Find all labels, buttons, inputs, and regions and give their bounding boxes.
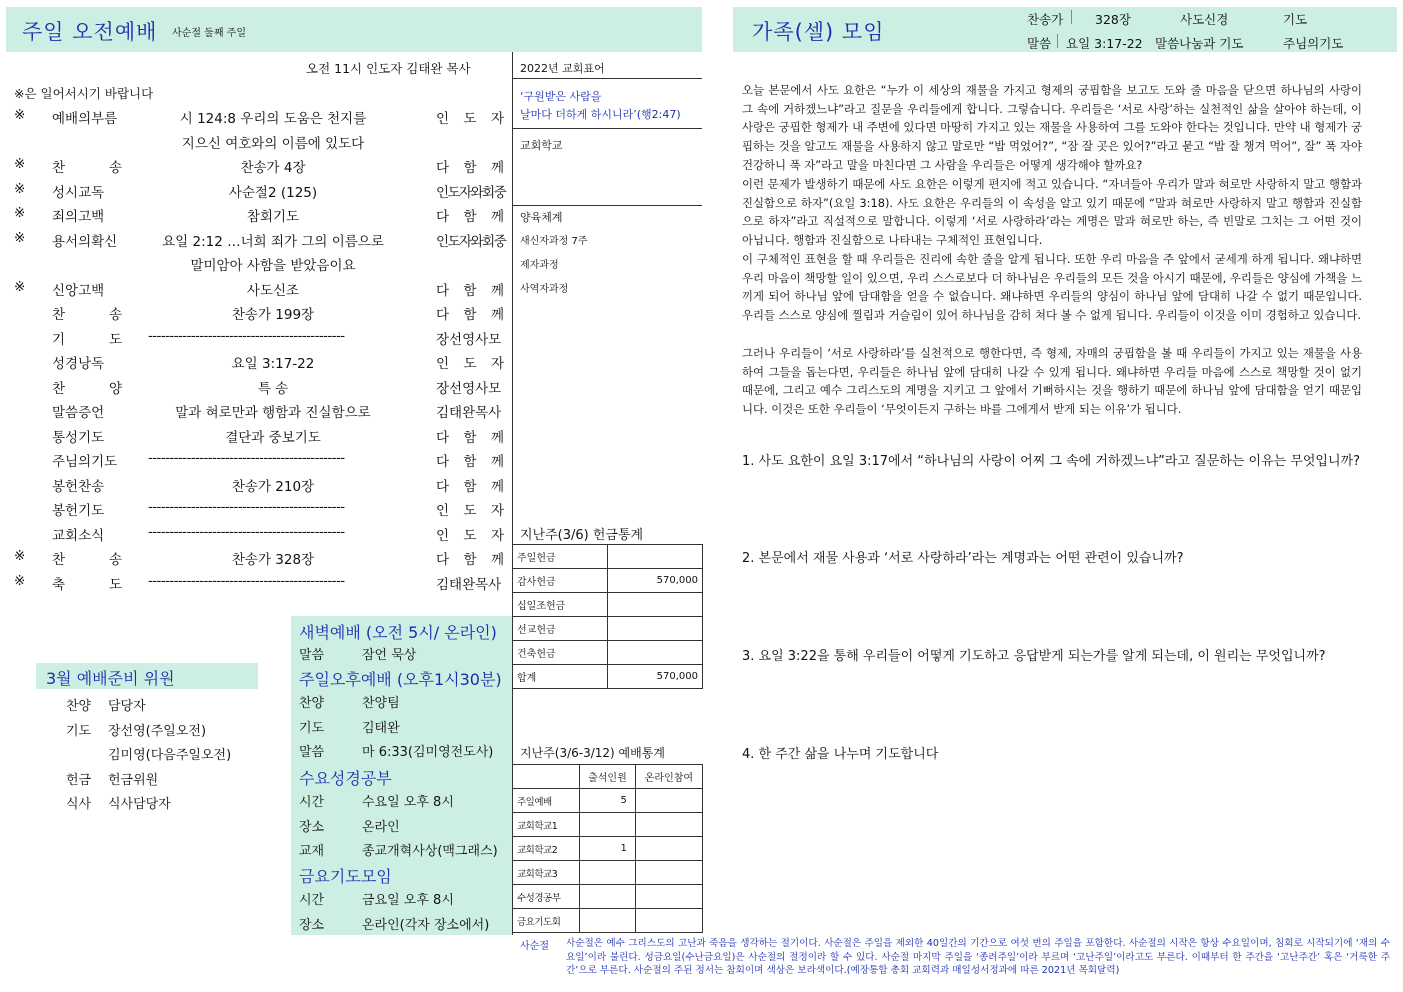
stand-mark: ※ (14, 572, 26, 589)
order-leader: 장선영사모 (436, 331, 502, 348)
attendance-row (513, 861, 703, 885)
order-row (8, 570, 508, 594)
order-content: 찬송가 328장 (231, 552, 315, 568)
order-content: 지으신 여호와의 이름에 있도다 (181, 135, 365, 152)
order-label: 봉헌찬송 (52, 478, 105, 495)
stand-mark: ※ (14, 548, 26, 564)
order-content: ---------------------------------------------- (148, 572, 345, 589)
order-row (8, 423, 508, 447)
divider (1071, 10, 1072, 24)
service-label: 장소 (299, 917, 325, 933)
stand-mark: ※ (14, 156, 26, 172)
order-content: 특 송 (257, 380, 289, 397)
offering-name: 건축헌금 (513, 641, 608, 665)
prep-label: 찬양 (66, 699, 92, 714)
attendance-row (513, 813, 703, 837)
service-value: 온라인 (362, 819, 400, 835)
offering-amount (608, 641, 703, 665)
prep-label: 식사 (66, 797, 92, 812)
attendance-name: 수성경공부 (513, 885, 580, 909)
attendance-title: 지난주(3/6-3/12) 예배통계 (520, 746, 665, 760)
order-row (8, 374, 508, 398)
order-leader: 다 함 께 (436, 478, 504, 495)
order-label: 통성기도 (52, 429, 105, 446)
order-label: 찬 송 (52, 307, 122, 323)
service-label: 교재 (299, 844, 325, 859)
order-leader: 다 함 께 (436, 209, 504, 225)
order-row (8, 447, 508, 471)
stand-note: ※은 일어서시기 바랍니다 (14, 86, 154, 101)
stand-mark: ※ (14, 205, 26, 221)
order-leader: 다 함 께 (436, 552, 504, 568)
order-content: 말과 혀로만과 행함과 진실함으로 (175, 405, 371, 421)
attendance-count (580, 909, 636, 933)
attendance-name: 교회학교2 (513, 837, 580, 861)
cell-hymn-label: 찬송가 (1027, 12, 1064, 27)
service-value: 마 6:33(김미영전도사) (362, 745, 494, 760)
order-label: 기 도 (52, 331, 122, 348)
prep-value: 헌금위원 (108, 772, 159, 788)
order-leader: 인 도 자 (436, 356, 504, 372)
school-label: 교회학교 (520, 139, 563, 152)
divider (512, 128, 702, 129)
sermon-paragraph-4: 그러나 우리들이 ‘서로 사랑하라’를 실천적으로 행한다면, 즉 형제, 자매의 궁핍함을 볼 때 우리들이 가지고 있는 재물을 사용하여 그들을 돕는다면, 우리들은 하나님 앞에 담대히 나갈 수 있게 됩니다. 왜냐하면 우리들 마음에 스스로 책망할 것이 없기 때문에, 그리고 예수 그리스도의 계명을 지키고 그 앞에서 기뻐하시는 것을 행하기 때문에 하나님 앞에 담대함을 얻기 때문입니다. 이것은 또한 우리들이 ‘무엇이든지 구하는 바를 그에게서 받게 되는 이유’가 됩니다. (742, 346, 1362, 417)
order-label: 찬 양 (52, 380, 122, 397)
nurture-label: 양육체계 (520, 211, 563, 224)
prep-label: 기도 (66, 723, 92, 739)
order-label: 성시교독 (52, 184, 105, 201)
service-label: 기도 (299, 720, 325, 736)
attendance-header (513, 765, 703, 789)
order-leader: 인 도 자 (436, 527, 504, 544)
online-count (635, 837, 702, 861)
order-leader: 다 함 께 (436, 429, 504, 446)
order-row (8, 202, 508, 226)
header-blank (513, 765, 580, 789)
question-3: 3. 요일 3:22을 통해 우리들이 어떻게 기도하고 응답받게 되는가를 알게 되는데, 이 원리는 무엇입니까? (742, 649, 1326, 664)
attendance-count: 5 (580, 789, 636, 813)
cell-word: 요일 3:17-22 (1066, 36, 1143, 51)
order-row (8, 398, 508, 422)
attendance-count (580, 813, 636, 837)
order-content: 사도신조 (246, 282, 300, 299)
dawn-title: 새벽예배 (오전 5시/ 온라인) (299, 623, 497, 642)
order-content: 말미암아 사함을 받았음이요 (190, 258, 356, 274)
order-row (8, 178, 508, 202)
course-3: 사역자과정 (520, 284, 569, 295)
order-content: 찬송가 4장 (240, 160, 306, 176)
order-content: 찬송가 210장 (231, 478, 315, 495)
attendance-name: 금요기도회 (513, 909, 580, 933)
order-content: 찬송가 199장 (231, 307, 315, 323)
cell-title: 가족(셀) 모임 (752, 20, 885, 44)
offering-amount: 570,000 (608, 665, 703, 689)
offering-row (513, 545, 703, 569)
stand-mark: ※ (14, 180, 26, 197)
order-leader: 다 함 께 (436, 454, 504, 470)
prep-value: 담당자 (108, 699, 146, 714)
prep-label: 헌금 (66, 772, 92, 788)
order-label: 성경낭독 (52, 356, 105, 372)
order-label: 축 도 (52, 576, 122, 593)
order-row (8, 129, 508, 153)
order-leader: 장선영사모 (436, 380, 502, 397)
order-row (8, 276, 508, 300)
order-content: 요일 2:12 …너희 죄가 그의 이름으로 (162, 233, 384, 250)
dawn-word: 잠언 묵상 (362, 648, 417, 663)
order-row (8, 472, 508, 496)
service-label: 시간 (299, 893, 325, 908)
order-leader: 김태완목사 (436, 576, 502, 593)
divider (512, 78, 702, 79)
order-content: 시 124:8 우리의 도움은 천지를 (179, 111, 367, 127)
service-label: 찬양 (299, 696, 325, 711)
prep-title: 3월 예배준비 위원 (46, 669, 175, 688)
cell-sharing: 말씀나눔과 기도 (1155, 36, 1244, 51)
service-value: 금요일 오후 8시 (362, 893, 454, 908)
sermon-paragraph-3: 이 구체적인 표현을 할 때 우리들은 진리에 속한 줄을 알게 됩니다. 또한 우리 마음을 주 앞에서 굳세게 하게 됩니다. 왜냐하면 우리 마음이 책망할 일이 있으면, 우리 스스로보다 더 하나님은 우리들의 모든 것을 아시기 때문에, 우리들은 양심에 가책을 느끼게 되어 하나님 앞에 담대함을 얻을 수 없습니다. 왜냐하면 우리들의 양심이 하나님 앞에 담대히 나갈 수 없기 때문입니다. 우리들 스스로 양심에 찔림과 거슬림이 있어 하나님을 감히 쳐다 볼 수 없게 됩니다. 우리들이 이것을 이미 경험하고 있습니다. (742, 252, 1362, 323)
online-count (635, 789, 702, 813)
divider (1057, 34, 1058, 48)
sermon-paragraph-2: 이런 문제가 발생하기 때문에 사도 요한은 이렇게 편지에 적고 있습니다. “자녀들아 우리가 말과 혀로만 사랑하지 말고 행함과 진실함으로 하자”(요일 3:18). 사도 요한은 우리들의 이 속성을 알고 있기 때문에 “말과 혀로만 사랑하지 말고 행함과 진실함으로 하자”라고 직설적으로 말합니다. 이렇게 ‘서로 사랑하라’라는 계명은 말과 혀로만 하는, 즉 빈말로 그치는 그 어떤 것이 아닙니다. 행함과 진실함으로 나타내는 구체적인 표현입니다. (742, 177, 1362, 248)
dawn-word-label: 말씀 (299, 648, 325, 663)
cell-prayer: 기도 (1283, 12, 1308, 27)
service-value: 온라인(각자 장소에서) (362, 917, 490, 933)
order-content: ---------------------------------------------- (148, 327, 345, 344)
offering-row (513, 665, 703, 689)
attendance-row (513, 909, 703, 933)
stand-mark: ※ (14, 278, 26, 295)
footnote-text: 사순절은 예수 그리스도의 고난과 죽음을 생각하는 절기이다. 사순절은 주일을 제외한 40일간의 기간으로 여섯 번의 주일을 포함한다. 사순절의 시작은 항상 수요일이며, 침회로 시작되기에 ‘재의 수요일’이라 불린다. 성금요일(수난금요일)은 사순절의 절정이라 할 수 있다. 사순절 마지막 주일을 ‘종려주일’이라 부르며 ‘고난주일’이라고도 부른다. 이때부터 한 주간을 ‘고난주간’ 혹은 ‘거룩한 주간’으로 부른다. 사순절의 주된 정서는 참회이며 색상은 보라색이다.(예장통합 총회 교회력과 매일성서정과에 따른 2021년 목회달력) (566, 938, 1390, 976)
order-row (8, 153, 508, 177)
online-count (635, 885, 702, 909)
attendance-name: 교회학교1 (513, 813, 580, 837)
order-content: 요일 3:17-22 (231, 356, 315, 372)
offering-name: 주일헌금 (513, 545, 608, 569)
order-leader: 다 함 께 (436, 282, 504, 299)
attendance-row (513, 837, 703, 861)
attendance-table (512, 764, 703, 933)
order-content: ---------------------------------------------- (148, 499, 345, 515)
order-content: 결단과 중보기도 (225, 429, 321, 446)
fri-title: 금요기도모임 (299, 867, 392, 886)
sermon-paragraph-1: 오늘 본문에서 사도 요한은 “누가 이 세상의 재물을 가지고 형제의 궁핍함을 보고도 도와 줄 마음을 닫으면 하나님의 사랑이 그 속에 거하겠느냐”라고 질문을 우리들에게 합니다. 그렇습니다. 우리들은 ‘서로 사랑’하는 실천적인 삶을 살아야 하는데, 이 사랑은 궁핍한 형제가 내 주변에 있다면 마땅히 가지고 있는 재물을 사용하여 그를 도와야 한다는 것입니다. 만약 내 형제가 궁핍하는 것을 알고도 재물을 사용하지 않고 말로만 “밥 먹었어?”, “잠 잘 곳은 있어?”라고 묻고 “밥 잘 챙겨 먹어”, 잘” 푹 자야 건강하니 푹 자”라고 말을 마친다면 그 사람을 우리들은 어떻게 생각해야 할까요? (742, 83, 1362, 172)
order-row (8, 251, 508, 275)
order-leader: 인도자와회중 (436, 233, 506, 250)
order-leader: 인 도 자 (436, 503, 504, 519)
stand-mark: ※ (14, 107, 26, 123)
page-subtitle: 사순절 둘째 주일 (172, 28, 246, 39)
stand-mark: ※ (14, 229, 26, 246)
order-leader: 다 함 께 (436, 160, 504, 176)
prep-value: 김미영(다음주일오전) (108, 748, 232, 763)
course-1: 새신자과정 7주 (520, 236, 588, 247)
cell-lords-prayer: 주님의기도 (1283, 36, 1344, 51)
offering-name: 감사헌금 (513, 569, 608, 593)
question-1: 1. 사도 요한이 요일 3:17에서 “하나님의 사랑이 어찌 그 속에 거하겠느냐”라고 질문하는 이유는 무엇입니까? (742, 454, 1361, 469)
offering-row (513, 617, 703, 641)
cell-word-label: 말씀 (1027, 36, 1052, 51)
attendance-row (513, 885, 703, 909)
motto-line2: 날마다 더하게 하시니라’(행2:47) (520, 108, 681, 121)
offering-row (513, 641, 703, 665)
order-label: 찬 송 (52, 552, 122, 568)
offering-name: 십일조헌금 (513, 593, 608, 617)
online-count (635, 861, 702, 885)
offering-amount (608, 545, 703, 569)
order-label: 주님의기도 (52, 454, 118, 470)
offering-name: 합계 (513, 665, 608, 689)
offering-row (513, 593, 703, 617)
offering-table (512, 544, 703, 689)
order-content: ---------------------------------------------- (148, 450, 345, 466)
order-label: 말씀증언 (52, 405, 105, 421)
offering-amount (608, 617, 703, 641)
cell-creed: 사도신경 (1180, 12, 1229, 27)
order-row (8, 349, 508, 373)
attendance-name: 교회학교3 (513, 861, 580, 885)
online-col-header: 온라인참여 (635, 765, 702, 789)
order-label: 죄의고백 (52, 209, 105, 225)
service-value: 종교개혁사상(맥그래스) (362, 844, 498, 859)
attendance-name: 주일예배 (513, 789, 580, 813)
online-count (635, 909, 702, 933)
footnote-label: 사순절 (520, 941, 549, 952)
course-2: 제자과정 (520, 260, 559, 271)
service-value: 수요일 오후 8시 (362, 795, 454, 810)
offering-amount: 570,000 (608, 569, 703, 593)
order-row (8, 496, 508, 520)
order-row (8, 545, 508, 569)
order-content: 참회기도 (246, 209, 300, 225)
order-label: 교회소식 (52, 527, 105, 544)
order-leader: 김태완목사 (436, 405, 502, 421)
offering-amount (608, 593, 703, 617)
attendance-row (513, 789, 703, 813)
divider (512, 205, 702, 206)
order-row (8, 227, 508, 251)
question-4: 4. 한 주간 삶을 나누며 기도합니다 (742, 747, 939, 762)
question-2: 2. 본문에서 재물 사용과 ‘서로 사랑하라’라는 계명과는 어떤 관련이 있습니까? (742, 551, 1184, 566)
online-count (635, 813, 702, 837)
offering-row (513, 569, 703, 593)
attendance-count (580, 861, 636, 885)
pm-title: 주일오후예배 (오후1시30분) (299, 670, 502, 689)
offering-name: 선교헌금 (513, 617, 608, 641)
order-label: 용서의확신 (52, 233, 118, 250)
order-label: 봉헌기도 (52, 503, 105, 519)
prep-value: 장선영(주일오전) (108, 723, 207, 739)
order-content: 사순절2 (125) (228, 184, 318, 201)
order-leader: 다 함 께 (436, 307, 504, 323)
order-label: 예배의부름 (52, 111, 118, 127)
attendance-col-header: 출석인원 (580, 765, 636, 789)
motto-title: 2022년 교회표어 (520, 62, 605, 75)
attendance-count (580, 885, 636, 909)
attendance-count: 1 (580, 837, 636, 861)
leader-line: 오전 11시 인도자 김태완 목사 (306, 61, 471, 76)
order-row (8, 325, 508, 349)
prep-value: 식사담당자 (108, 797, 171, 812)
order-row (8, 521, 508, 545)
order-leader: 인 도 자 (436, 111, 504, 127)
cell-hymn: 328장 (1095, 12, 1131, 27)
motto-line1: ‘구원받은 사람을 (520, 90, 602, 103)
service-value: 찬양팀 (362, 696, 400, 711)
service-label: 장소 (299, 819, 325, 835)
offering-title: 지난주(3/6) 헌금통계 (520, 528, 644, 543)
order-row (8, 300, 508, 324)
wed-title: 수요성경공부 (299, 769, 392, 788)
order-row (8, 104, 508, 128)
service-value: 김태완 (362, 720, 400, 736)
order-content: ---------------------------------------------- (148, 523, 345, 540)
page-title: 주일 오전예배 (22, 20, 158, 44)
order-label: 찬 송 (52, 160, 122, 176)
order-label: 신앙고백 (52, 282, 105, 299)
service-label: 시간 (299, 795, 325, 810)
order-leader: 인도자와회중 (436, 184, 506, 201)
service-label: 말씀 (299, 745, 325, 760)
